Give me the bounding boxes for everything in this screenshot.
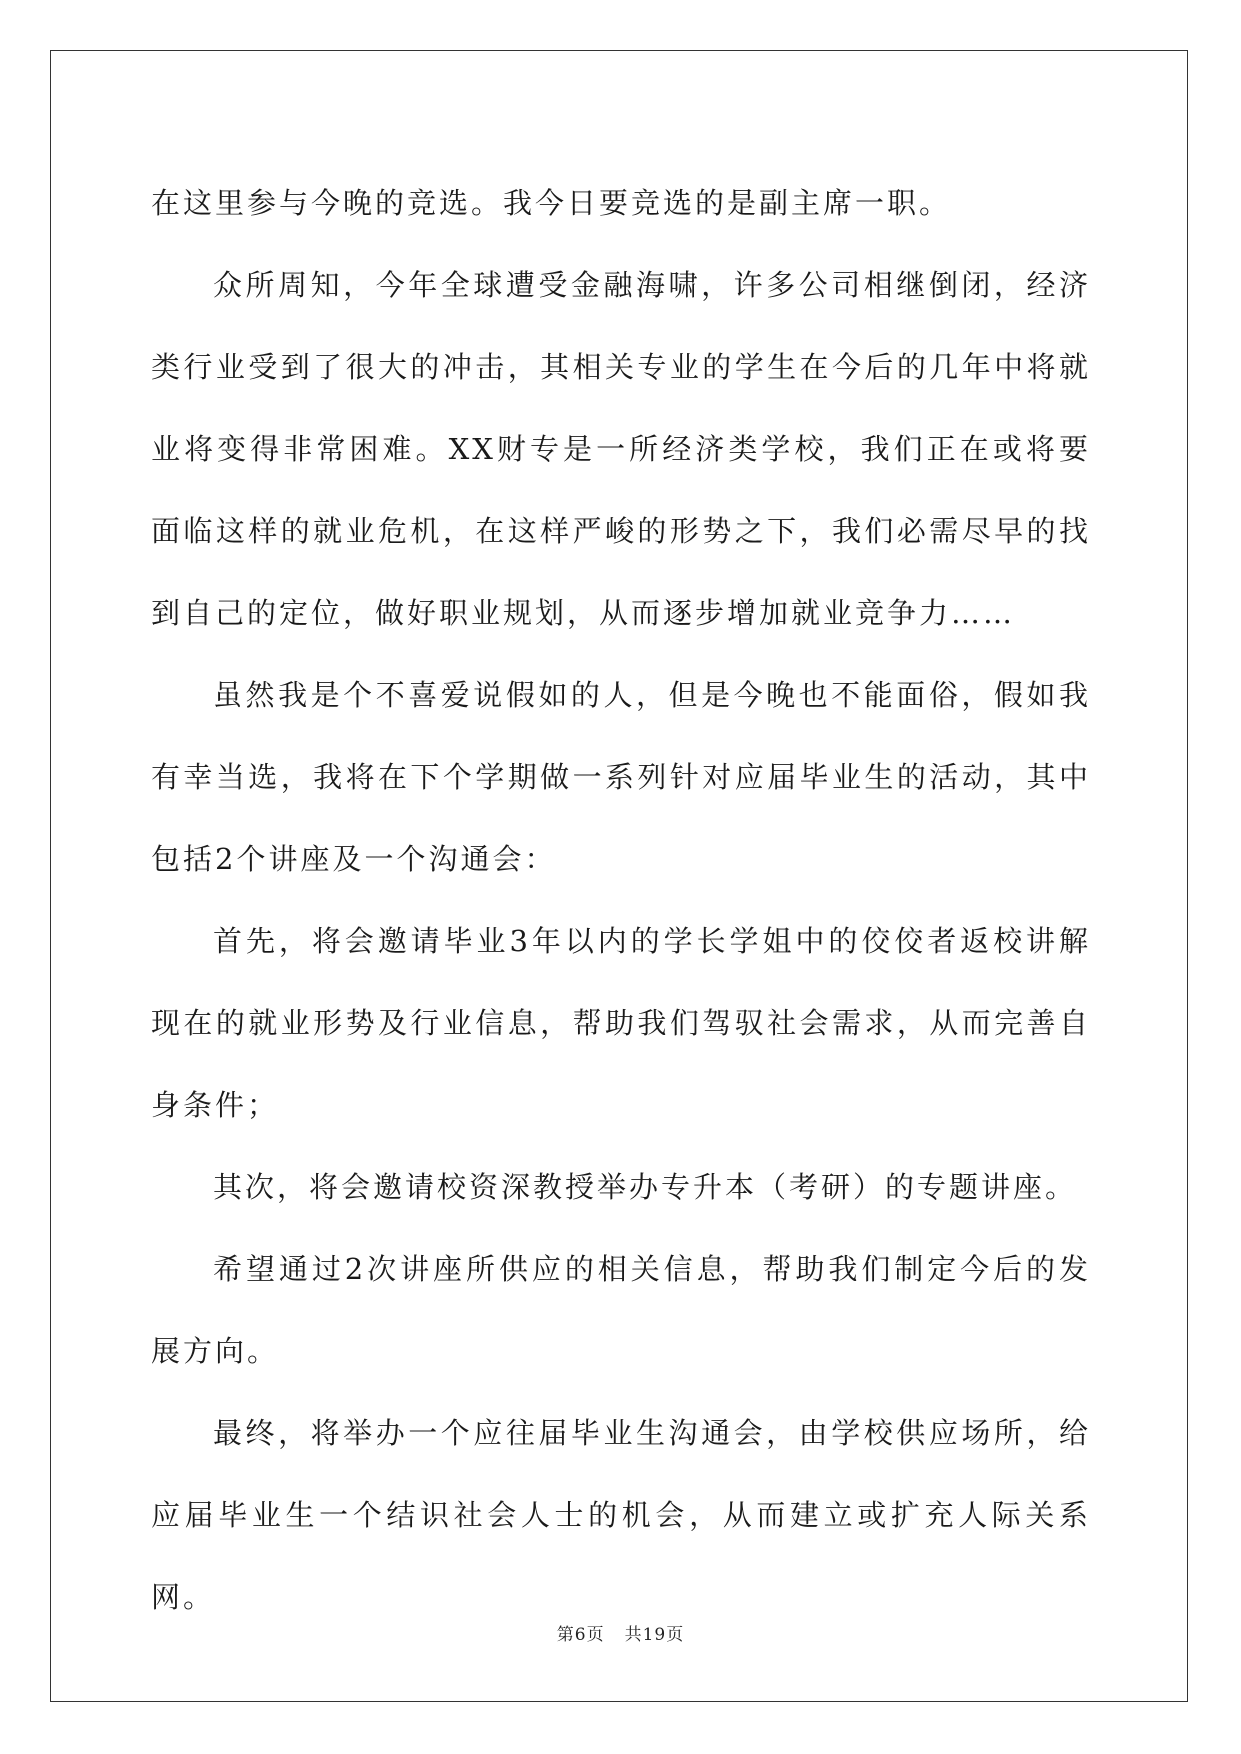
page-number: 第6页 [556, 1625, 605, 1645]
document-body [151, 162, 1091, 1638]
paragraph-4: 首先，将会邀请毕业3年以内的学长学姐中的佼佼者返校讲解现在的就业形势及行业信息，帮助我们驾驭社会需求，从而完善自身条件； [151, 924, 1091, 1122]
page-footer [0, 1620, 1241, 1645]
paragraph-7: 最终，将举办一个应往届毕业生沟通会，由学校供应场所，给应届毕业生一个结识社会人士的机会，从而建立或扩充人际关系网。 [151, 1416, 1091, 1614]
page-total: 共19页 [624, 1625, 685, 1645]
paragraph-5: 其次，将会邀请校资深教授举办专升本（考研）的专题讲座。 [213, 1170, 1078, 1204]
paragraph-1: 在这里参与今晚的竞选。我今日要竞选的是副主席一职。 [151, 186, 952, 220]
paragraph-3: 虽然我是个不喜爱说假如的人，但是今晚也不能面俗，假如我有幸当选，我将在下个学期做一系列针对应届毕业生的活动，其中包括2个讲座及一个沟通会： [151, 678, 1091, 876]
paragraph-2: 众所周知，今年全球遭受金融海啸，许多公司相继倒闭，经济类行业受到了很大的冲击，其相关专业的学生在今后的几年中将就业将变得非常困难。XX财专是一所经济类学校，我们正在或将要面临这样的就业危机，在这样严峻的形势之下，我们必需尽早的找到自己的定位，做好职业规划，从而逐步增加就业竞争力…… [151, 268, 1091, 630]
paragraph-6: 希望通过2次讲座所供应的相关信息，帮助我们制定今后的发展方向。 [151, 1252, 1091, 1368]
